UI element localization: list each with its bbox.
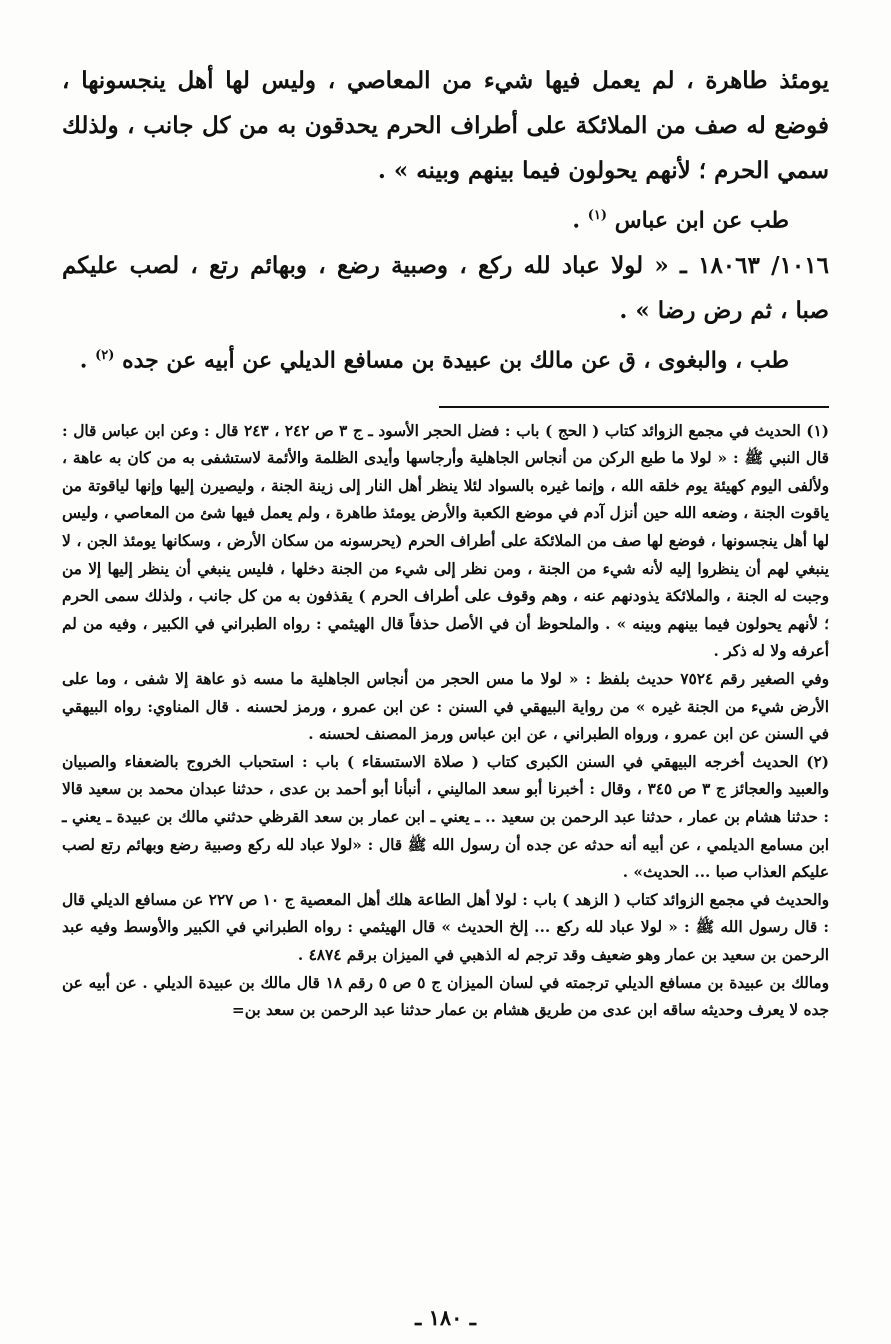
footnote-2-continued: والحديث في مجمع الزوائد كتاب ( الزهد ) باب : لولا أهل الطاعة هلك أهل المعصية ج ١٠ ص ٢٢٧ عن مسافع الديلي قال : قال رسول الله ﷺ : « لولا عباد لله ركع ... إلخ الحديث » قال الهيثمي : رواه الطبراني في الكبير والأوسط وفيه عبد الرحمن بن سعيد بن عمار وهو ضعيف وقد ترجم له الذهبي في الميزان برقم ٤٨٧٤ .: [62, 890, 829, 964]
source-end: .: [572, 207, 588, 234]
main-text: [62, 58, 829, 384]
source-text: طب ، والبغوى ، ق عن مالك بن عبيدة بن مسافع الديلي عن أبيه عن جده: [122, 347, 789, 374]
footnotes: [62, 418, 829, 1025]
footnote-ref-1[interactable]: (١): [587, 208, 608, 223]
source-line-1: [62, 193, 829, 243]
footnote-1-continued: وفي الصغير رقم ٧٥٢٤ حديث بلفظ : « لولا ما مس الحجر من أنجاس الجاهلية ما مسه ذو عاهة إلا شفى ، وما على الأرض شيء من الجنة غيره » من رواية البيهقي في السنن : عن ابن عمرو ، ورمز لحسنه . قال المناوي: رواه البيهقي في السنن عن ابن عمرو ، ورواه الطبراني ، عن ابن عباس ورمز المصنف لحسنه .: [62, 670, 829, 744]
footnote-1: (١) الحديث في مجمع الزوائد كتاب ( الحج ) باب : فضل الحجر الأسود ـ ج ٣ ص ٢٤٢ ، ٢٤٣ قال : وعن ابن عباس قال : قال النبي ﷺ : « لولا ما طبع الركن من أنجاس الجاهلية وأرجاسها وأيدى الظلمة والأئمة لاستشفى به من كان به عاهة ، ولألفى اليوم كهيئة يوم خلقه الله ، وإنما غيره بالسواد لئلا ينظر أهل النار إلى زينة الجنة ، وليصيرن إليها وإنها لياقوتة من ياقوت الجنة ، وضعه الله حين أنزل آدم في موضع الكعبة والأرض يومئذ طاهرة ، ولم يعمل فيها شئ من المعاصي ، وليس لها أهل ينجسونها ، فوضع لها صف من الملائكة على أطراف الحرم (يحرسونه من سكان الأرض ، وسكانها يومئذ الجن ، لا ينبغي لهم أن ينظروا إليه لأنه شيء من الجنة ، ومن نظر إلى شيء من الجنة دخلها ، فليس ينبغي أن ينظر إليها إلا من وجبت له الجنة ، والملائكة يذودنهم عنه ، وهم وقوف على أطراف الحرم ) يقذفون به من كل جانب ، ولذلك سمى الحرم ؛ لأنهم يحولون فيما بينهم وبينه » . والملحوظ أن في الأصل حذفاً قال الهيثمي : رواه الطبراني في الكبير ، وفيه من لم أعرفه ولا له ذكر .: [62, 421, 829, 661]
footnote-ref-2[interactable]: (٢): [95, 348, 115, 364]
source-end: .: [79, 347, 96, 374]
footnote-divider: [439, 406, 829, 408]
hadith-line: ١٠١٦/ ١٨٠٦٣ ـ « لولا عباد لله ركع ، وصبية رضع ، وبهائم رتع ، لصب عليكم: [62, 252, 829, 280]
main-paragraph: يومئذ طاهرة ، لم يعمل فيها شيء من المعاصي ، وليس لها أهل ينجسونها ، فوضع له صف من الملائكة على أطراف الحرم يحدقون به من كل جانب ، ولذلك سمي الحرم ؛ لأنهم يحولون فيما بينهم وبينه » .: [62, 67, 830, 184]
page-number: ـ ١٨٠ ـ: [415, 1305, 476, 1330]
footnote-2-more: ومالك بن عبيدة بن مسافع الديلي ترجمته في لسان الميزان ج ٥ ص ٥ رقم ١٨ قال مالك بن عبيدة الديلي . عن أبيه عن جده لا يعرف وحديثه ساقه ابن عدى من طريق هشام بن عمار حدثنا عبد الرحمن بن سعد بن=: [62, 973, 830, 1020]
source-line-2: [62, 333, 829, 383]
hadith-end: صبا ، ثم رض رضا » .: [619, 297, 829, 325]
source-text: طب عن ابن عباس: [614, 207, 789, 234]
footnote-2: (٢) الحديث أخرجه البيهقي في السنن الكبرى كتاب ( صلاة الاستسقاء ) باب : استحباب الخروج بالضعفاء والصبيان والعبيد والعجائز ج ٣ ص ٣٤٥ ، وقال : أخبرنا أبو سعد الماليني ، أنبأنا أبو أحمد بن عدى ، حدثنا عبدان محمد بن سعيد قالا : حدثنا هشام بن عمار ، حدثنا عبد الرحمن بن سعيد .. ـ يعني ـ ابن عمار بن سعد القرظي حدثني مالك بن عبيدة ـ يعني ـ ابن مسامع الديلمي ، عن أبيه أنه حدثه عن جده أن رسول الله ﷺ قال : «لولا عباد لله ركع وصبية رضع وبهائم رتع لصب عليكم العذاب صبا ... الحديث» .: [62, 752, 829, 882]
